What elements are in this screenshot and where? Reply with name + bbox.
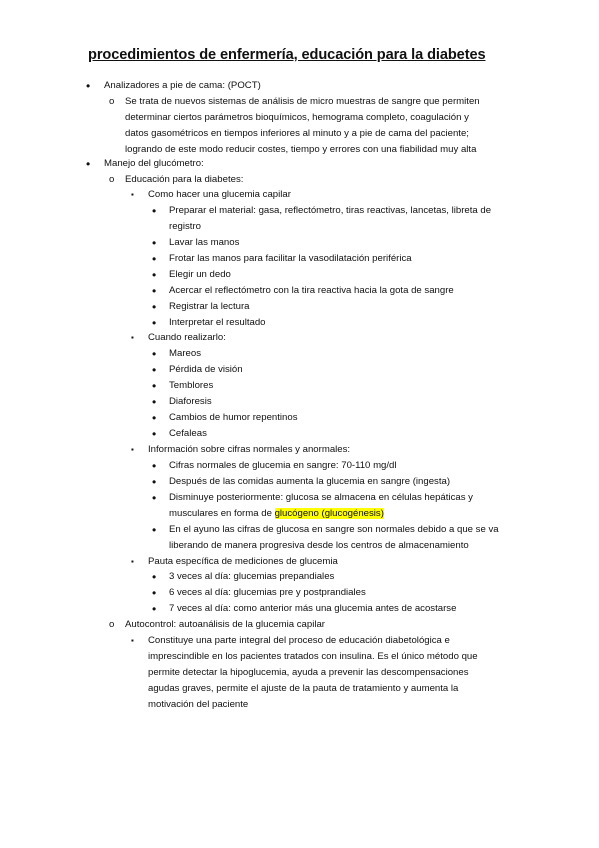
list-item: Preparar el material: gasa, reflectómetro, tiras reactivas, lancetas, libreta de	[169, 205, 492, 216]
paragraph-line: Se trata de nuevos sistemas de análisis de micro muestras de sangre que permiten	[125, 96, 480, 107]
circle-bullet-icon	[109, 94, 114, 110]
list-item: Cefaleas	[169, 428, 207, 439]
list-item-continuation: liberando de manera progresiva desde los centros de almacenamiento	[169, 540, 469, 551]
paragraph-line: determinar ciertos parámetros bioquímicos, hemograma completo, coagulación y	[125, 112, 469, 123]
subsection-heading: Autocontrol: autoanálisis de la glucemia capilar	[125, 619, 325, 630]
bullet-icon	[86, 78, 90, 96]
list-heading: Información sobre cifras normales y anormales:	[148, 444, 351, 455]
list-heading: Cuando realizarlo:	[148, 332, 226, 343]
list-heading: Como hacer una glucemia capilar	[148, 189, 291, 200]
square-bullet-icon	[131, 633, 134, 649]
list-heading: Pauta específica de mediciones de glucemia	[148, 556, 338, 567]
page-title: procedimientos de enfermería, educación para la diabetes	[88, 47, 486, 63]
list-item: Registrar la lectura	[169, 301, 250, 312]
list-item: Cifras normales de glucemia en sangre: 70-110 mg/dl	[169, 460, 397, 471]
list-item: En el ayuno las cifras de glucosa en sangre son normales debido a que se va	[169, 524, 499, 535]
list-item: Cambios de humor repentinos	[169, 412, 298, 423]
list-item: Acercar el reflectómetro con la tira reactiva hacia la gota de sangre	[169, 285, 454, 296]
section-heading: Analizadores a pie de cama: (POCT)	[104, 80, 261, 91]
paragraph-line: motivación del paciente	[148, 699, 249, 710]
list-item-continuation: registro	[169, 221, 201, 232]
paragraph-line: datos gasométricos en tiempos inferiores al minuto y a pie de cama del paciente;	[125, 128, 469, 139]
paragraph-line: imprescindible en los pacientes tratados con insulina. Es el único método que	[148, 651, 478, 662]
bullet-icon	[86, 156, 90, 174]
highlighted-text: glucógeno (glucogénesis)	[274, 508, 384, 519]
square-bullet-icon	[131, 330, 134, 346]
square-bullet-icon	[131, 554, 134, 570]
subsection-heading: Educación para la diabetes:	[125, 174, 244, 185]
list-item: Pérdida de visión	[169, 364, 243, 375]
list-item: Lavar las manos	[169, 237, 240, 248]
list-item: Frotar las manos para facilitar la vasodilatación periférica	[169, 253, 412, 264]
list-item: Mareos	[169, 348, 201, 359]
paragraph-line: permite detectar la hipoglucemia, ayuda a prevenir las descompensaciones	[148, 667, 469, 678]
circle-bullet-icon	[109, 172, 114, 188]
list-item: Temblores	[169, 380, 214, 391]
list-item: Disminuye posteriormente: glucosa se almacena en células hepáticas y	[169, 492, 473, 503]
list-item: 6 veces al día: glucemias pre y postprandiales	[169, 587, 366, 598]
bullet-icon	[152, 490, 156, 508]
square-bullet-icon	[131, 442, 134, 458]
list-item: Diaforesis	[169, 396, 212, 407]
paragraph-line: logrando de este modo reducir costes, tiempo y errores con una fiabilidad muy alta	[125, 144, 477, 155]
paragraph-line: Constituye una parte integral del proceso de educación diabetológica e	[148, 635, 450, 646]
paragraph-line: agudas graves, permite el ajuste de la pauta de tratamiento y aumenta la	[148, 683, 459, 694]
section-heading: Manejo del glucómetro:	[104, 158, 204, 169]
list-item-text: musculares en forma de	[169, 508, 275, 519]
list-item: Interpretar el resultado	[169, 317, 266, 328]
list-item: Elegir un dedo	[169, 269, 231, 280]
bullet-icon	[152, 203, 156, 221]
list-item: 3 veces al día: glucemias prepandiales	[169, 571, 335, 582]
list-item: Después de las comidas aumenta la glucemia en sangre (ingesta)	[169, 476, 451, 487]
bullet-icon	[152, 522, 156, 540]
square-bullet-icon	[131, 187, 134, 203]
list-item-continuation	[169, 506, 384, 522]
list-item: 7 veces al día: como anterior más una glucemia antes de acostarse	[169, 603, 457, 614]
circle-bullet-icon	[109, 617, 114, 633]
